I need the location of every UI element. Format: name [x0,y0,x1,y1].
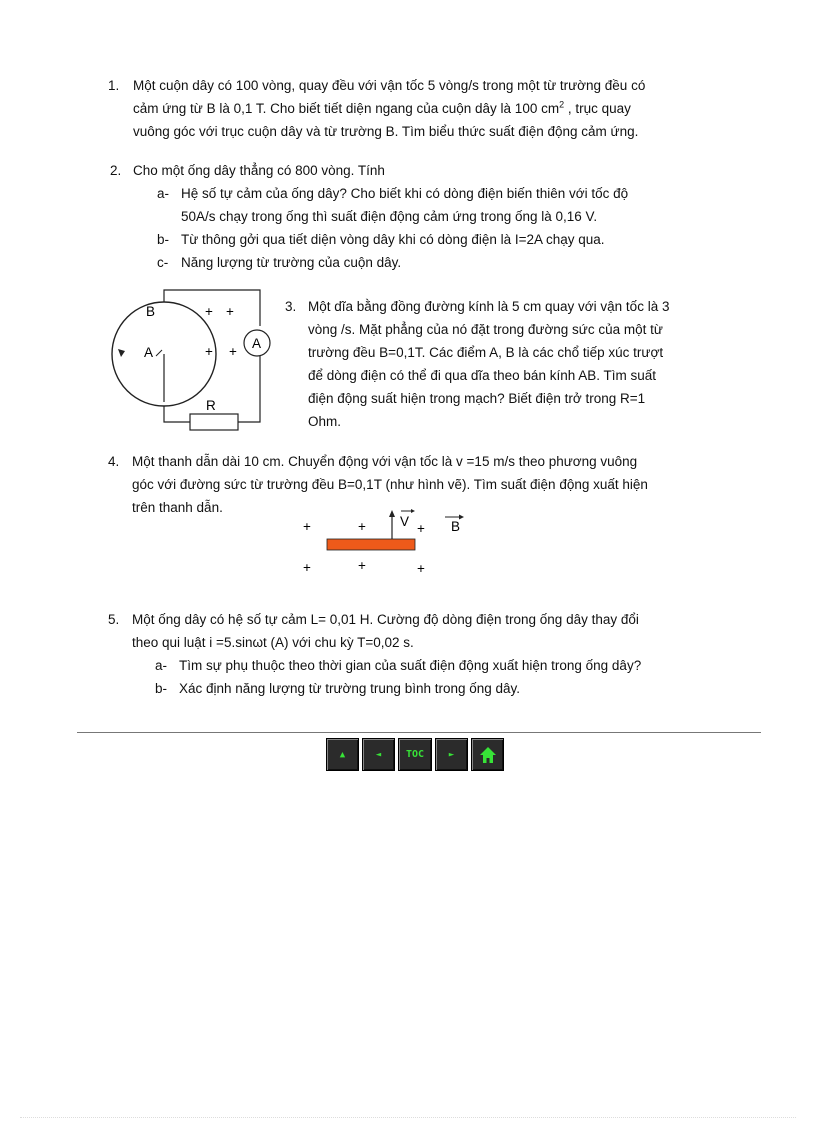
problem-5a-text: Tìm sự phụ thuộc theo thời gian của suất điện động xuất hiện trong ống dây? [179,658,642,673]
field-plus: + [226,304,234,319]
problem-2b-text: Từ thông gởi qua tiết diện vòng dây khi có dòng điện là I=2A chạy qua. [181,232,605,247]
field-plus: + [303,519,311,534]
problem-5-line-1: Một ống dây có hệ số tự cảm L= 0,01 H. Cường độ dòng điện trong ống dây thay đổi [132,612,639,627]
nav-home-button[interactable] [471,738,504,771]
problem-5a-marker: a- [155,658,168,673]
problem-3-number: 3. [285,299,297,314]
problem-5b-marker: b- [155,681,168,696]
toc-label: TOC [405,749,425,760]
problem-1-line-3: vuông góc với trục cuộn dây và từ trường B. Tìm biểu thức suất điện động cảm ứng. [133,124,639,139]
problem-3-line-3: trường đều B=0,1T. Các điểm A, B là các chổ tiếp xúc trượt [308,345,664,360]
problem-4-line-3: trên thanh dẫn. [132,500,223,515]
nav-toc-button[interactable] [398,738,432,771]
field-plus: + [205,344,213,359]
problem-3-line-5: điện động suất hiện trong mạch? Biết điện trở trong R=1 [308,391,646,406]
triangle-right-icon: ► [448,749,455,760]
problem-2c-text: Năng lượng từ trường của cuộn dây. [181,255,402,270]
problem-1-line-2a: cảm ứng từ B là 0,1 T. Cho biết tiết diện ngang của cuộn dây là 100 cm [133,101,560,116]
problem-4-line-2: góc với đường sức từ trường đều B=0,1T (như hình vẽ). Tìm suất điện động xuất hiện [132,477,648,492]
problem-5-number: 5. [108,612,120,627]
problem-5-line-2: theo qui luật i =5.sinωt (A) với chu kỳ T=0,02 s. [132,635,414,650]
horizontal-divider [77,732,761,733]
conducting-rod [327,539,415,550]
label-A-disk: A [144,345,154,360]
nav-prev-button[interactable] [362,738,395,771]
field-plus: + [205,304,213,319]
home-icon [479,746,497,764]
problem-3-line-1: Một dĩa bằng đồng đường kính là 5 cm quay với vận tốc là 3 [308,299,670,314]
problem-2a-marker: a- [157,186,170,201]
navigation-bar [326,738,504,771]
superscript-2: 2 [559,99,565,110]
disk-circuit-figure [110,282,280,442]
field-plus: + [417,521,425,536]
triangle-left-icon: ◄ [375,749,382,760]
label-V: V [400,514,410,529]
problem-1-line-2b: , trục quay [564,101,631,116]
problem-1-number: 1. [108,78,120,93]
nav-next-button[interactable] [435,738,468,771]
label-R: R [206,398,216,413]
field-plus: + [417,561,425,576]
problem-2-number: 2. [110,163,122,178]
label-A-meter: A [252,336,262,351]
wire-right [238,356,260,422]
field-plus: + [358,519,366,534]
field-plus: + [358,558,366,573]
label-B-field: B [451,519,461,534]
problem-5b-text: Xác định năng lượng từ trường trung bình trong ống dây. [179,681,521,696]
problem-3-line-4: để dòng điện có thể đi qua dĩa theo bán kính AB. Tìm suất [308,368,657,383]
rotation-arrow-icon [118,349,125,357]
wire-bottom [164,406,190,422]
problem-3-line-6: Ohm. [308,414,342,429]
moving-rod-figure [295,502,475,580]
problem-1-line-2 [133,97,631,120]
velocity-arrow-head-icon [389,510,395,517]
field-plus: + [229,344,237,359]
problem-2c-marker: c- [157,255,169,270]
problem-2a-line-2: 50A/s chạy trong ống thì suất điện động cảm ứng trong ống là 0,16 V. [181,209,598,224]
field-plus: + [303,560,311,575]
vector-arrow-B-icon [459,515,464,520]
vector-arrow-V-icon [411,509,415,513]
problem-2b-marker: b- [157,232,170,247]
problem-1-line-1: Một cuộn dây có 100 vòng, quay đều với vận tốc 5 vòng/s trong một từ trường đều có [133,78,646,93]
page-bottom-border [20,1117,796,1118]
problem-3-line-2: vòng /s. Mặt phẳng của nó đặt trong đường sức của một từ [308,322,663,337]
label-B: B [146,304,156,319]
problem-4-number: 4. [108,454,120,469]
contact-arrow [156,350,162,356]
nav-up-button[interactable] [326,738,359,771]
problem-2a-line-1: Hệ số tự cảm của ống dây? Cho biết khi có dòng điện biến thiên với tốc độ [181,186,629,201]
resistor [190,414,238,430]
problem-4-line-1: Một thanh dẫn dài 10 cm. Chuyển động với vận tốc là v =15 m/s theo phương vuông [132,454,638,469]
triangle-up-icon: ▲ [339,749,346,760]
problem-2-intro: Cho một ống dây thẳng có 800 vòng. Tính [133,163,385,178]
